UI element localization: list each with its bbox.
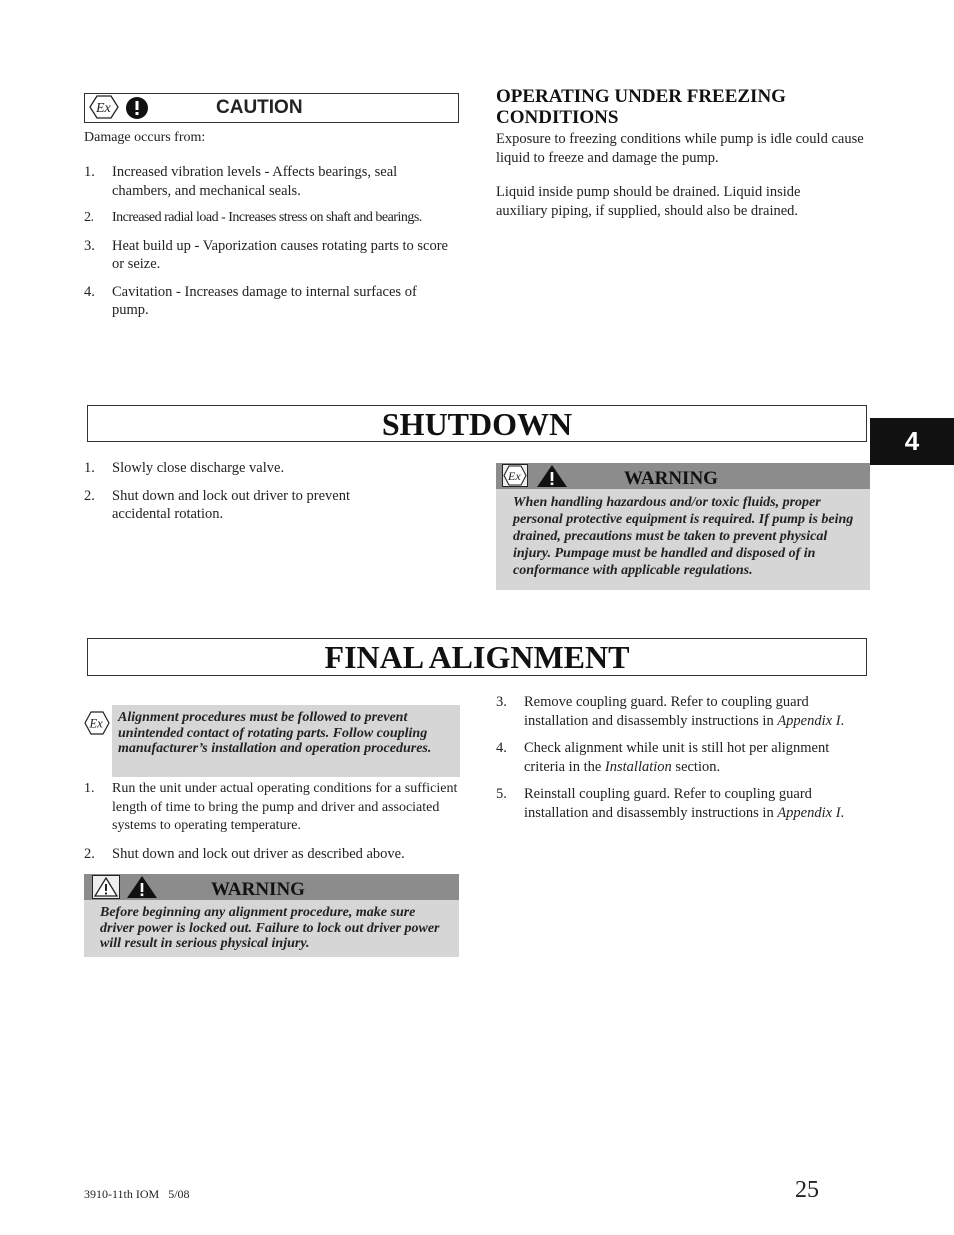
caution-header: [84, 93, 459, 123]
ex-explosion-proof-icon: [89, 95, 119, 124]
chapter-tab: [870, 418, 954, 465]
list-item: 2. Increased radial load - Increases stress on shaft and bearings.: [84, 210, 422, 225]
alignment-note: Alignment procedures must be followed to prevent unintended contact of rotating parts. Follow coupling manufacturer’s installation and operation procedures.: [112, 705, 460, 777]
svg-text:Ex: Ex: [96, 101, 111, 116]
caution-intro: Damage occurs from:: [84, 130, 206, 145]
chapter-number: 4: [904, 426, 920, 456]
list-item: 4. Cavitation - Increases damage to internal surfaces of pump.: [84, 283, 417, 318]
page-number: 25: [795, 1177, 819, 1203]
freezing-para1: Exposure to freezing conditions while pump is idle could cause liquid to freeze and damage the pump.: [496, 131, 864, 166]
list-item: 1. Slowly close discharge valve.: [84, 460, 285, 476]
freezing-heading-line2: CONDITIONS: [496, 107, 619, 128]
warning-header: [84, 874, 459, 900]
footer-doc-id: 3910-11th IOM 5/08: [84, 1187, 190, 1201]
freezing-para2: Liquid inside pump should be drained. Liquid inside auxiliary piping, if supplied, should also be drained.: [496, 184, 801, 219]
ex-explosion-proof-icon: [84, 711, 110, 740]
shutdown-list: [84, 459, 384, 533]
exclamation-icon: [125, 96, 149, 125]
shutdown-warning: [496, 463, 870, 590]
alignment-list-right: [496, 693, 871, 831]
list-item: 2. Shut down and lock out driver as described above.: [84, 845, 405, 862]
shutdown-section-title: [87, 405, 867, 442]
svg-text:Ex: Ex: [89, 716, 103, 731]
svg-text:Ex: Ex: [508, 469, 521, 483]
warning-title: WARNING: [624, 468, 718, 489]
caution-title: CAUTION: [216, 97, 303, 118]
warning-triangle-icon: [536, 464, 568, 493]
hazard-triangle-icon: [92, 875, 120, 904]
final-alignment-title: FINAL ALIGNMENT: [324, 639, 630, 675]
freezing-heading-line1: OPERATING UNDER FREEZING: [496, 86, 786, 107]
final-alignment-section-title: [87, 638, 867, 676]
caution-list: [84, 163, 454, 329]
list-item: 2. Shut down and lock out driver to prevent accidental rotation.: [84, 487, 350, 522]
shutdown-title: SHUTDOWN: [381, 406, 573, 442]
alignment-warning: [84, 874, 459, 957]
ex-explosion-proof-icon: [502, 464, 528, 492]
warning-text: When handling hazardous and/or toxic fluids, proper personal protective equipment is required. If pump is being drained, precautions must be taken to prevent physical injury. Pumpage must be handled and disposed of in conformance with applicable regulations.: [496, 489, 870, 590]
warning-title: WARNING: [211, 879, 305, 900]
freezing-heading: [496, 86, 876, 128]
warning-triangle-icon: [126, 875, 158, 904]
warning-text: Before beginning any alignment procedure, make sure driver power is locked out. Failure to lock out driver power will result in serious physical injury.: [84, 900, 459, 957]
list-item: 5. Reinstall coupling guard. Refer to coupling guard installation and disassembly instructions in Appendix I.: [496, 786, 845, 821]
list-item: 4. Check alignment while unit is still hot per alignment criteria in the Installation section.: [496, 740, 830, 775]
warning-header: [496, 463, 870, 489]
list-item: 1. Increased vibration levels - Affects bearings, seal chambers, and mechanical seals.: [84, 164, 398, 199]
alignment-list-left: [84, 780, 459, 872]
list-item: 3. Remove coupling guard. Refer to coupling guard installation and disassembly instructions in Appendix I.: [496, 694, 845, 729]
list-item: 3. Heat build up - Vaporization causes rotating parts to score or seize.: [84, 237, 448, 272]
list-item: 1. Run the unit under actual operating conditions for a sufficient length of time to bring the pump and driver and associated systems to operating temperature.: [84, 781, 458, 833]
